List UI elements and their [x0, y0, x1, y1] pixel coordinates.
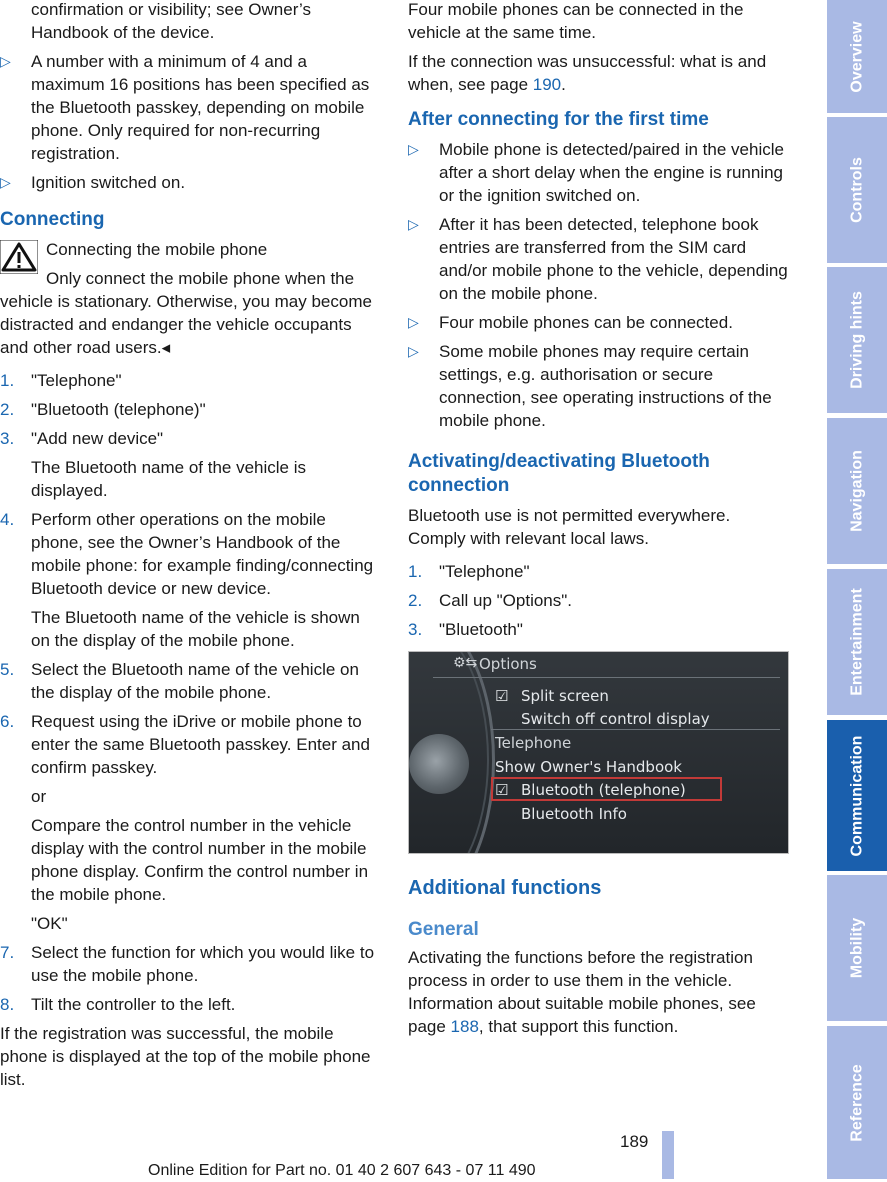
heading-activating-bluetooth: Activating/deactivating Bluetooth connection	[408, 451, 710, 496]
page-number: 189	[620, 1132, 649, 1151]
idrive-options-screenshot	[408, 651, 789, 854]
list-item: 8. Tilt the controller to the left.	[0, 995, 236, 1014]
step-note: The Bluetooth name of the vehicle is displayed.	[31, 458, 306, 500]
tab-reference[interactable]: Reference	[827, 1026, 887, 1179]
paragraph: Bluetooth use is not permitted everywhere. Comply with relevant local laws.	[408, 506, 731, 548]
heading-additional-functions: Additional functions	[408, 877, 602, 899]
paragraph: Activating the functions before the registration process in order to use them in the vehicle. Information about suitable mobile phones, see page 188, that support this function.	[408, 948, 756, 1036]
list-item: 3. "Add new device"	[0, 429, 164, 448]
bullet-arrow-icon: ▷	[0, 174, 11, 190]
step-note: The Bluetooth name of the vehicle is shown on the display of the mobile phone.	[31, 608, 360, 650]
list-item: 2. "Bluetooth (telephone)"	[0, 400, 206, 419]
menu-item-bluetooth-info[interactable]: Bluetooth Info	[521, 805, 627, 823]
heading-general: General	[408, 919, 479, 940]
warning-text: Only connect the mobile phone when the vehicle is stationary. Otherwise, you may become distracted and endanger the vehicle occupants and other road users.◂	[0, 269, 372, 357]
checkbox-icon[interactable]: ☑	[495, 687, 509, 705]
menu-item-split-screen[interactable]: Split screen	[521, 687, 609, 705]
heading-connecting: Connecting	[0, 209, 105, 230]
paragraph: If the connection was unsuccessful: what is and when, see page 190.	[408, 52, 767, 94]
tab-overview[interactable]: Overview	[827, 0, 887, 113]
bullet-item: ▷ Some mobile phones may require certain settings, e.g. authorisation or secure connection, see operating instructions of the mobile phone.	[408, 342, 772, 430]
bullet-item: ▷ Mobile phone is detected/paired in the vehicle after a short delay when the engine is running or the ignition switched on.	[408, 140, 784, 205]
list-item: 4. Perform other operations on the mobile phone, see the Owner’s Handbook of the mobile phone: for example finding/connecting Bluetooth device or new device.	[0, 510, 374, 598]
step-note: "OK"	[31, 914, 68, 933]
checkbox-icon[interactable]: ☑	[495, 781, 509, 799]
menu-section-telephone: Telephone	[495, 734, 572, 752]
page-link[interactable]: 190	[532, 75, 562, 94]
options-menu-title: Options	[479, 655, 537, 673]
footer-edition: Online Edition for Part no. 01 40 2 607 643 - 07 11 490	[148, 1162, 536, 1179]
bullet-arrow-icon: ▷	[408, 216, 419, 232]
step-note: Compare the control number in the vehicle display with the control number in the mobile phone display. Confirm the control number in the mobile phone.	[31, 816, 369, 904]
warning-title: Connecting the mobile phone	[46, 240, 268, 259]
bullet-arrow-icon: ▷	[408, 314, 419, 330]
heading-after-connecting: After connecting for the first time	[408, 109, 709, 130]
divider	[491, 729, 780, 730]
list-item: 2. Call up "Options".	[408, 591, 573, 610]
tab-entertainment[interactable]: Entertainment	[827, 569, 887, 715]
bullet-item: ▷ After it has been detected, telephone book entries are transferred from the SIM card and/or mobile phone to the vehicle, depending on the mobile phone.	[408, 215, 788, 303]
page-marker-bar	[662, 1131, 674, 1179]
tab-driving-hints[interactable]: Driving hints	[827, 267, 887, 413]
controller-knob-icon	[409, 734, 469, 794]
step-note: or	[31, 787, 47, 806]
menu-item-bluetooth-telephone[interactable]: Bluetooth (telephone)	[521, 781, 686, 799]
warning-block	[0, 238, 380, 359]
list-item: 1. "Telephone"	[408, 562, 530, 581]
bullet-arrow-icon: ▷	[408, 141, 419, 157]
bullet-item: ▷ Four mobile phones can be connected.	[408, 313, 733, 332]
options-menu-icon: ⚙⇆	[453, 655, 478, 671]
menu-item-switch-off-display[interactable]: Switch off control display	[521, 710, 710, 728]
menu-item-owners-handbook[interactable]: Show Owner's Handbook	[495, 758, 682, 776]
page-link[interactable]: 188	[450, 1017, 479, 1036]
tab-navigation[interactable]: Navigation	[827, 418, 887, 564]
tab-mobility[interactable]: Mobility	[827, 875, 887, 1021]
paragraph: Four mobile phones can be connected in the vehicle at the same time.	[408, 0, 744, 42]
tab-controls[interactable]: Controls	[827, 117, 887, 263]
bullet-arrow-icon: ▷	[0, 53, 11, 69]
list-item: 5. Select the Bluetooth name of the vehicle on the display of the mobile phone.	[0, 660, 359, 702]
options-menu	[453, 652, 788, 853]
bullet-item: ▷ A number with a minimum of 4 and a maximum 16 positions has been specified as the Bluetooth passkey, depending on mobile phone. Only required for non-recurring registration.	[0, 52, 370, 163]
divider	[433, 677, 780, 678]
list-item: 7. Select the function for which you would like to use the mobile phone.	[0, 943, 375, 985]
list-item: 1. "Telephone"	[0, 371, 122, 390]
left-column	[0, 0, 380, 1097]
bullet-arrow-icon: ▷	[408, 343, 419, 359]
list-item: 3. "Bluetooth"	[408, 620, 523, 639]
continued-text: confirmation or visibility; see Owner’s Handbook of the device.	[31, 0, 311, 42]
final-paragraph: If the registration was successful, the mobile phone is displayed at the top of the mobile phone list.	[0, 1024, 371, 1089]
list-item: 6. Request using the iDrive or mobile phone to enter the same Bluetooth passkey. Enter and confirm passkey.	[0, 712, 370, 777]
right-column	[408, 0, 788, 1044]
warning-icon	[0, 240, 38, 274]
chapter-tabs	[827, 0, 887, 1179]
bullet-item: ▷ Ignition switched on.	[0, 173, 186, 192]
tab-communication[interactable]: Communication	[827, 720, 887, 871]
